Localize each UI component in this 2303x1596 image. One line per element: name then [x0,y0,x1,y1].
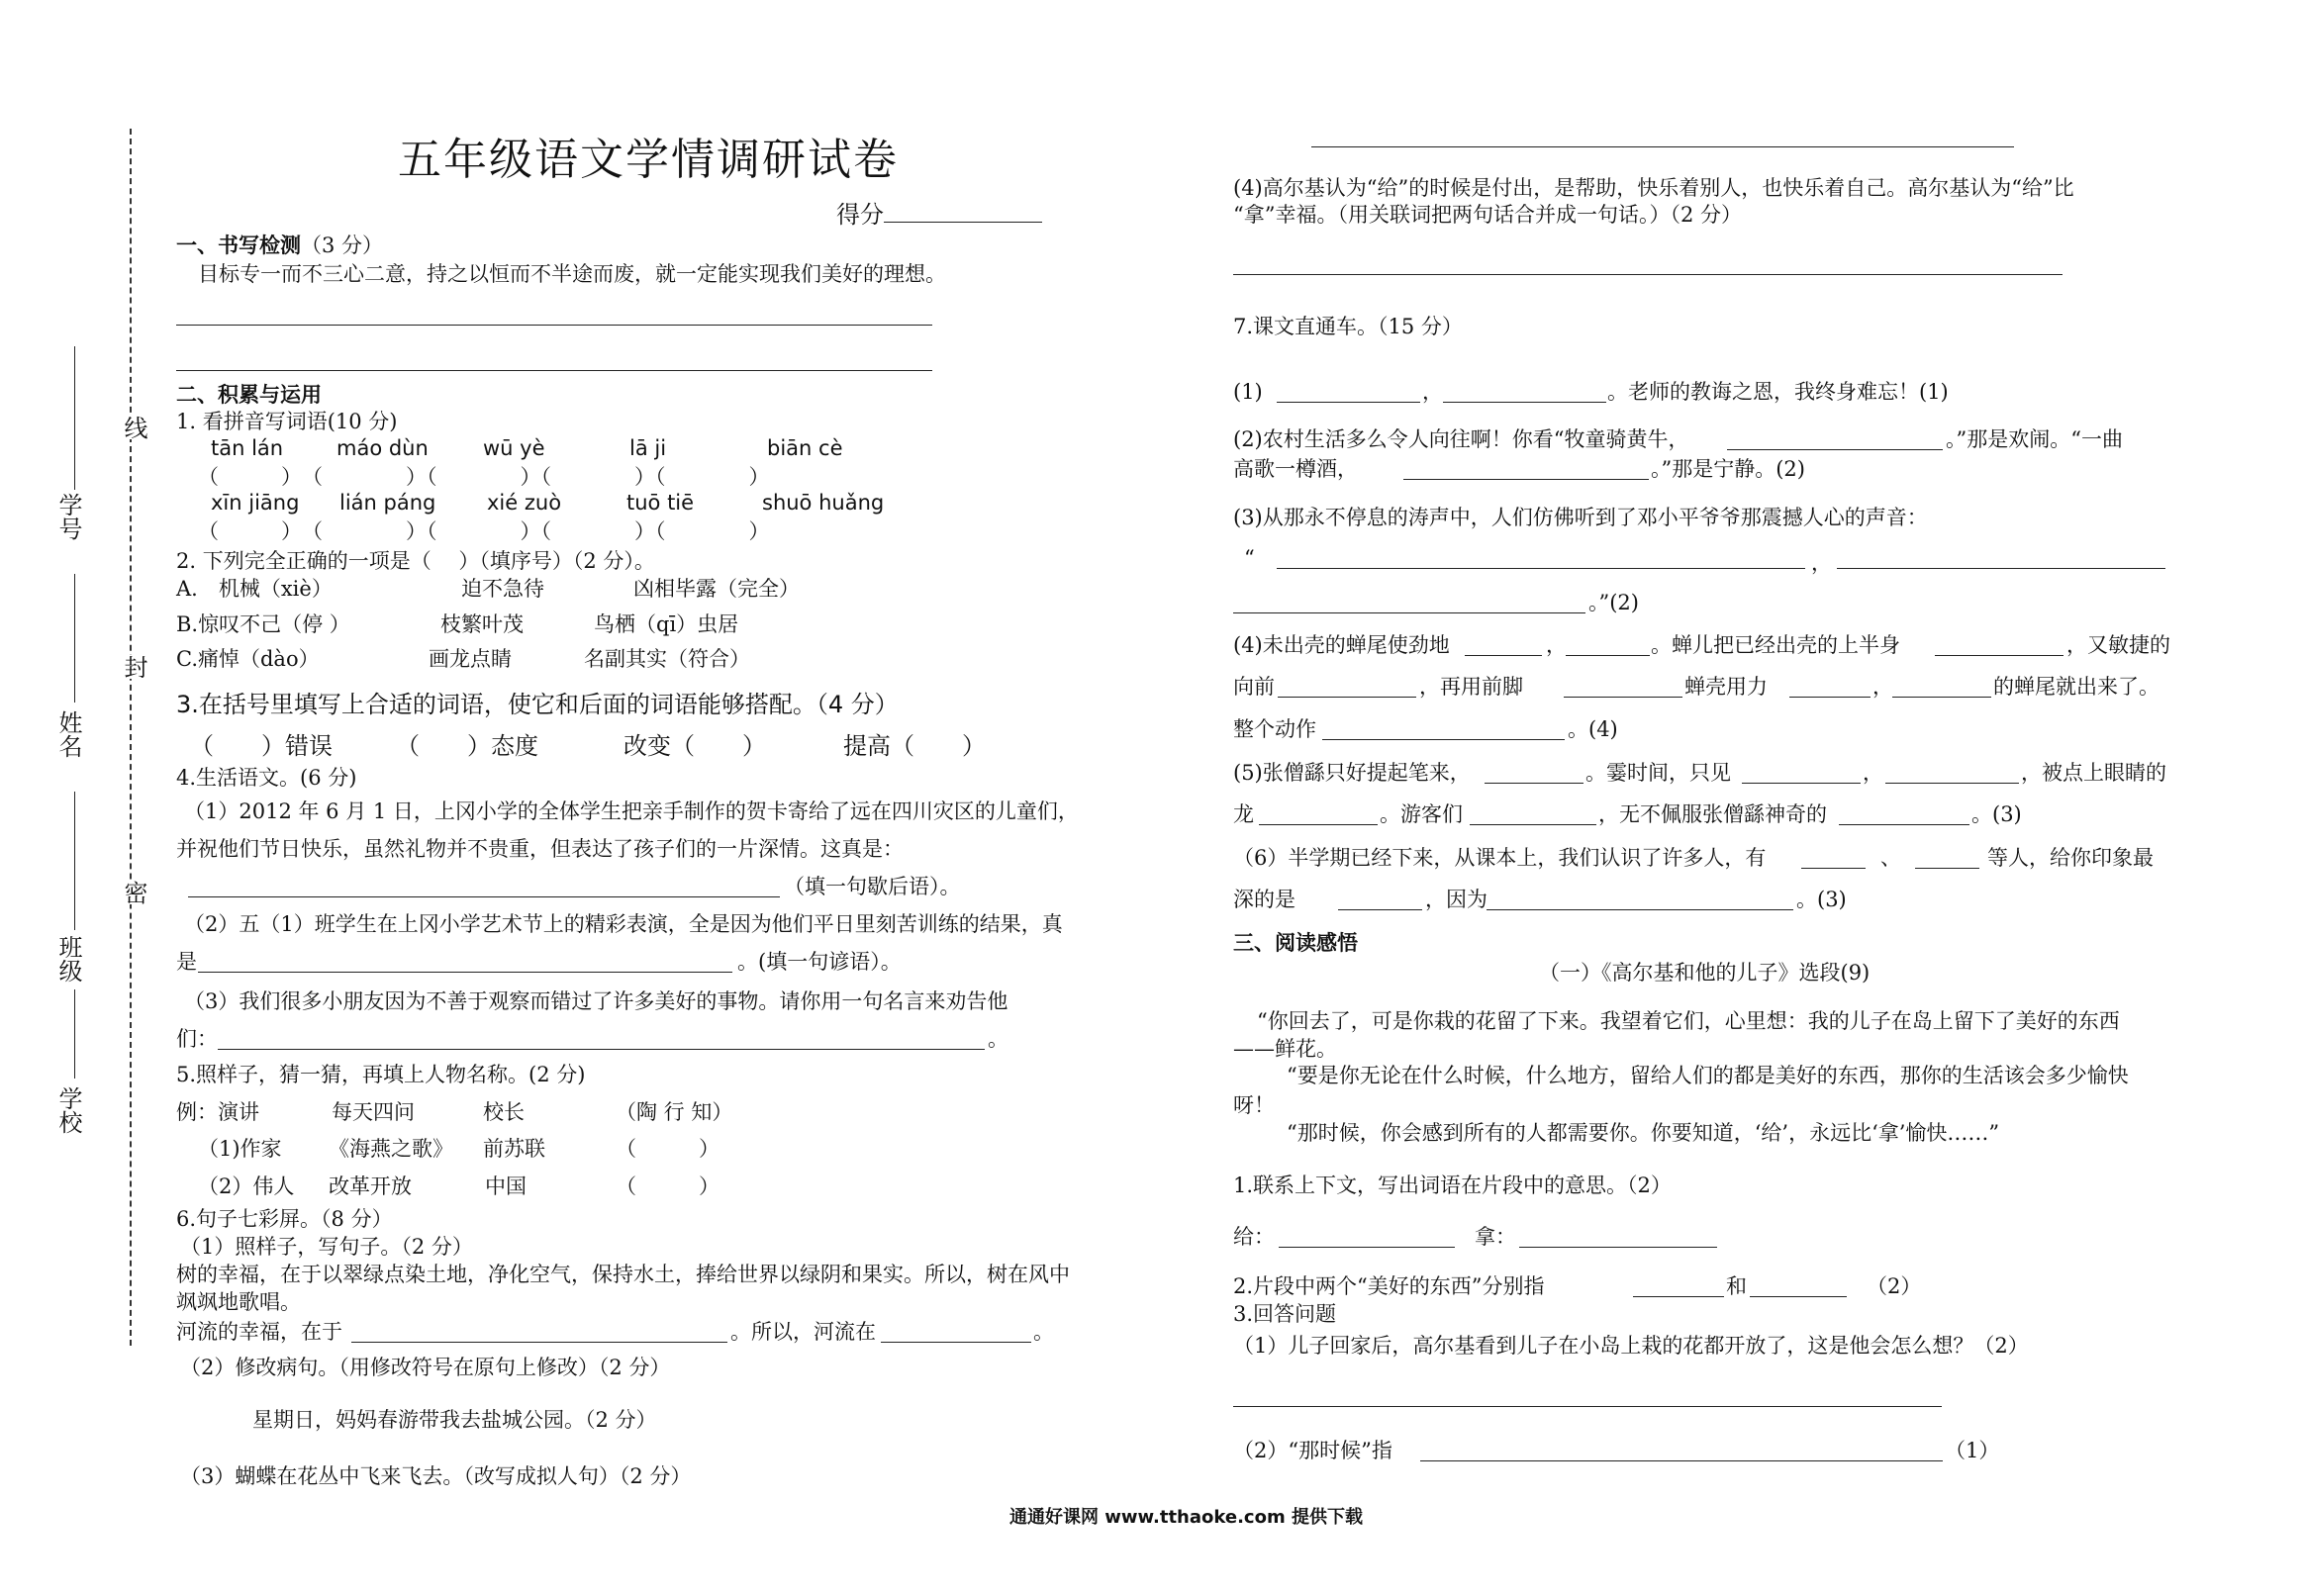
student-number-line[interactable] [74,346,75,490]
q7-l3a: (3)从那永不停息的涛声中，人们仿佛听到了邓小平爷爷那震撼人心的声音： [1233,506,1928,529]
q6-river-1: 河流的幸福，在于 [176,1320,342,1344]
q7-l6a: （6）半学期已经下来，从课本上，我们认识了许多人，有 [1233,846,1767,870]
q6-sub-4a: (4)高尔基认为“给”的时候是付出，是帮助，快乐着别人，也快乐着自己。高尔基认为“给”比 [1233,176,2074,200]
q7-l4-blank-5[interactable] [1564,697,1682,698]
q5-r3c2: 改革开放 [329,1174,412,1198]
reading-q2-and: 和 [1726,1274,1747,1298]
q6-example-1: 树的幸福，在于以翠绿点染土地，净化空气，保持水土，捧给世界以绿阴和果实。所以，树在风中 [176,1263,1070,1286]
class-label: 班级 [54,935,82,983]
reading-q3-2: （2）“那时候”指 [1233,1439,1392,1462]
q2-option-b-3: 鸟栖（qī）虫居 [594,612,739,636]
footer-download-note: 通通好课网 www.tthaoke.com 提供下载 [1009,1507,1363,1528]
q5-r3c3: 中国 [485,1174,527,1198]
q4-p1c: （填一句歇后语）。 [784,875,961,898]
q7-l3c: ， [1811,551,1832,575]
q4-answer-3[interactable] [218,1049,985,1050]
reading-q3-2-answer[interactable] [1420,1460,1943,1461]
q7-l6d: 深的是 [1233,888,1295,911]
q4-p2: （2）五（1）班学生在上冈小学艺术节上的精彩表演，全是因为他们平日里刻苦训练的结果，真 [184,912,1063,936]
reading-q3-1: （1）儿子回家后，高尔基看到儿子在小岛上栽的花都开放了，这是他会怎么想？（2） [1233,1334,2029,1358]
q4-p1: （1）2012 年 6 月 1 日，上冈小学的全体学生把亲手制作的贺卡寄给了远在四川灾区的儿童们， [184,799,1079,823]
passage-p2: “要是你无论在什么时候，什么地方，留给人们的都是美好的东西，那你的生活该会多少愉快 [1287,1064,2129,1087]
q6-4-answer-line[interactable] [1233,274,2063,275]
passage-title: （一）《高尔基和他的儿子》选段(9) [1539,961,1871,985]
q7-l4-blank-4[interactable] [1278,697,1416,698]
q3-item-3[interactable]: 改变（ ） [624,732,766,760]
q4-p2c: 。(填一句谚语）。 [737,950,902,974]
q2-option-c-2: 画龙点睛 [429,647,512,671]
q7-l2c: 高歌一樽酒， [1233,457,1358,481]
binding-label-xian: 线 [117,416,151,439]
q6-label: 6.句子七彩屏。（8 分） [176,1207,393,1231]
q7-l4j: 整个动作 [1233,717,1316,741]
q2-option-c: C.痛悼（dào） [176,647,320,671]
q7-l6-blank-4[interactable] [1487,909,1793,910]
q5-r2c3: 前苏联 [483,1137,545,1161]
q7-l5-blank-6[interactable] [1839,824,1969,825]
q5-r1c4: （陶 行 知） [616,1100,733,1124]
reading-q1-give-blank[interactable] [1279,1247,1455,1248]
reading-q2-points: （2） [1867,1274,1922,1298]
q6-sick-sentence: 星期日，妈妈春游带我去盐城公园。（2 分） [252,1408,657,1432]
reading-q3: 3.回答问题 [1233,1302,1337,1326]
q2-option-a: A. 机械（xiè） [176,577,333,601]
q7-l4g: 蝉壳用力 [1684,675,1768,699]
q7-l4k: 。(4) [1568,717,1618,741]
q7-l6-blank-1[interactable] [1801,868,1866,869]
q3-item-1[interactable]: （ ）错误 [190,732,333,760]
writing-line-2[interactable] [176,370,932,371]
pinyin-4: lā ji [629,436,667,460]
q7-l2-blank-2[interactable] [1403,479,1649,480]
q7-l5b: 。霎时间，只见 [1585,761,1731,785]
q7-l1b: ， [1422,380,1443,404]
q4-p2b: 是 [176,950,197,974]
q6-river-2: 。所以，河流在 [730,1320,876,1344]
student-number-label: 学号 [54,493,82,540]
pinyin-1: tān lán [211,436,284,460]
q7-l4-blank-6[interactable] [1789,697,1871,698]
passage-p3: “那时候，你会感到所有的人都需要你。你要知道，‘给’，永远比‘拿’愉快……” [1287,1121,2000,1145]
q5-r1c1: 例：演讲 [176,1100,259,1124]
q5-r2c1: （1)作家 [198,1137,282,1161]
q6-sub-2: （2）修改病句。（用修改符号在原句上修改）（2 分） [180,1356,671,1379]
q6-sub-4b: “拿”幸福。（用关联词把两句话合并成一句话。）（2 分） [1233,203,1743,227]
q7-l5h: 。(3) [1971,802,2022,826]
q7-label: 7.课文直通车。（15 分） [1233,315,1463,338]
q7-l4i: 的蝉尾就出来了。 [1993,675,2159,699]
q4-answer-2[interactable] [198,972,732,973]
q4-answer-1[interactable] [188,896,780,897]
q2-label: 2. 下列完全正确的一项是（ ）（填序号）（2 分）。 [176,549,655,573]
q3-item-4[interactable]: 提高（ ） [843,732,986,760]
reading-q3-1-answer[interactable] [1233,1406,1942,1407]
q4-label: 4.生活语文。(6 分) [176,766,357,790]
q4-p3c: 。 [988,1027,1008,1051]
q5-r2c2: 《海燕之歌》 [329,1137,453,1161]
q1-label: 1. 看拼音写词语(10 分) [176,410,398,433]
q2-option-a-3: 凶相毕露（完全） [633,577,800,601]
q7-l5c: ， [1863,761,1883,785]
q7-l3d: 。”(2) [1588,591,1639,614]
q7-l6c: 等人，给你印象最 [1987,846,2154,870]
q5-label: 5.照样子，猜一猜，再填上人物名称。(2 分) [176,1063,586,1086]
q7-l1-blank-1[interactable] [1277,402,1420,403]
q7-l4a: (4)未出壳的蝉尾使劲地 [1233,633,1450,657]
section-1-heading: 一、书写检测（3 分） [176,233,384,257]
q4-p3: （3）我们很多小朋友因为不善于观察而错过了许多美好的事物。请你用一句名言来劝告他 [184,989,1008,1013]
q7-l4-blank-3[interactable] [1935,655,2063,656]
student-name-line[interactable] [74,574,75,703]
q7-l2-blank-1[interactable] [1727,449,1943,450]
q5-r2c4[interactable]: （ ） [616,1137,720,1161]
pinyin-2: máo dùn [336,436,429,460]
q7-l5-blank-4[interactable] [1259,824,1378,825]
binding-dashed-line [130,129,132,1346]
pinyin-5: biān cè [767,436,843,460]
answer-box-row-2[interactable]: （ ） （ ）（ ）（ ）（ ） [198,519,770,543]
reading-q1-take: 拿： [1475,1225,1516,1249]
reading-q2-blank-2[interactable] [1750,1296,1847,1297]
page-title: 五年级语文学情调研试卷 [398,135,899,185]
q7-l6-blank-2[interactable] [1915,868,1979,869]
q7-l1-blank-2[interactable] [1443,402,1606,403]
q7-l3-blank-3[interactable] [1233,612,1585,613]
q3-item-2[interactable]: （ ）态度 [396,732,538,760]
q7-l1a: (1) [1233,380,1263,404]
writing-line-1[interactable] [176,325,932,326]
section-1-text: 目标专一而不三心二意，持之以恒而不半途而废，就一定能实现我们美好的理想。 [198,262,946,286]
q7-l4-blank-2[interactable] [1566,655,1650,656]
pinyin-3: wū yè [483,436,545,460]
q7-l4b: ， [1546,633,1567,657]
q6-river-blank-1[interactable] [351,1342,727,1343]
q7-l6b: 、 [1880,846,1901,870]
q5-r3c1: （2）伟人 [198,1174,295,1198]
pinyin-9: tuō tiē [626,491,695,515]
q7-l5e: 龙 [1233,802,1254,826]
q7-l5-blank-1[interactable] [1485,783,1583,784]
q7-l4d: ，又敏捷的 [2066,633,2170,657]
student-name-label: 姓名 [54,710,82,758]
pinyin-7: lián páng [339,491,436,515]
section-2-heading: 二、积累与运用 [176,382,322,407]
q7-l4-blank-1[interactable] [1465,655,1542,656]
q7-l5g: ，无不佩服张僧繇神奇的 [1598,802,1827,826]
reading-q1-give: 给： [1233,1225,1275,1249]
q7-l4-blank-8[interactable] [1322,739,1565,740]
passage-p1b: ——鲜花。 [1233,1037,1337,1061]
school-label: 学校 [54,1086,82,1134]
q7-l4f: ，再用前脚 [1419,675,1523,699]
score-blank[interactable] [884,204,1042,223]
q7-l2d: 。”那是宁静。(2) [1651,457,1805,481]
q2-option-a-2: 迫不急待 [461,577,544,601]
section-3-heading: 三、阅读感悟 [1233,930,1358,955]
q7-l6-blank-3[interactable] [1338,909,1422,910]
answer-box-row-1[interactable]: （ ） （ ）（ ）（ ）（ ） [198,465,770,489]
pinyin-8: xié zuò [487,491,562,515]
q7-l4-blank-7[interactable] [1892,697,1991,698]
q5-r1c3: 校长 [483,1100,525,1124]
q6-3-answer-line[interactable] [1311,146,2014,147]
reading-q2-blank-1[interactable] [1633,1296,1724,1297]
q2-option-b-2: 枝繁叶茂 [440,612,524,636]
q7-l4e: 向前 [1233,675,1275,699]
q2-option-b: B.惊叹不己（停 ） [176,612,350,636]
q4-p1b: 并祝他们节日快乐，虽然礼物并不贵重，但表达了孩子们的一片深情。这真是： [176,837,904,861]
reading-q3-2-points: （1） [1945,1439,2000,1462]
q7-l5f: 。游客们 [1380,802,1463,826]
q6-example-2: 飒飒地歌唱。 [176,1290,301,1314]
q3-label: 3.在括号里填写上合适的词语，使它和后面的词语能够搭配。（4 分） [176,691,899,718]
q5-r1c2: 每天四问 [332,1100,415,1124]
q7-l5-blank-3[interactable] [1885,783,2019,784]
class-line[interactable] [74,792,75,930]
pinyin-6: xīn jiāng [211,491,300,515]
q7-l3-blank-2[interactable] [1837,568,2165,569]
q7-l4h: ， [1872,675,1893,699]
passage-p2b: 呀！ [1233,1093,1275,1117]
q7-l3-blank-1[interactable] [1277,568,1805,569]
reading-q2: 2.片段中两个“美好的东西”分别指 [1233,1274,1545,1298]
q7-l3b: “ [1244,546,1255,570]
q7-l5d: ，被点上眼睛的 [2021,761,2166,785]
q6-river-3: 。 [1033,1320,1054,1344]
q4-p3b: 们： [176,1027,218,1051]
q6-sub-1: （1）照样子，写句子。（2 分） [180,1235,473,1259]
passage-p1: “你回去了，可是你栽的花留了下来。我望着它们，心里想：我的儿子在岛上留下了美好的东西 [1257,1009,2120,1033]
q7-l5-blank-2[interactable] [1742,783,1861,784]
q7-l5-blank-5[interactable] [1470,824,1596,825]
q6-river-blank-2[interactable] [881,1342,1031,1343]
q7-l1c: 。老师的教诲之恩，我终身难忘！(1) [1607,380,1949,404]
reading-q1: 1.联系上下文，写出词语在片段中的意思。（2） [1233,1174,1672,1197]
reading-q1-take-blank[interactable] [1519,1247,1717,1248]
binding-label-mi: 密 [117,881,151,904]
score-label: 得分 [836,203,1042,227]
q2-option-c-3: 名副其实（符合） [584,647,750,671]
q7-l5a: (5)张僧繇只好提起笔来， [1233,761,1471,785]
q7-l6e: ，因为 [1425,888,1487,911]
binding-label-feng: 封 [117,655,151,679]
q7-l4c: 。蝉儿把已经出壳的上半身 [1651,633,1900,657]
q6-sub-3: （3）蝴蝶在花丛中飞来飞去。（改写成拟人句）（2 分） [180,1464,692,1488]
pinyin-10: shuō huǎng [762,491,885,515]
q7-l2b: 。”那是欢闹。“一曲 [1946,427,2123,451]
q7-l6f: 。(3) [1796,888,1847,911]
school-line[interactable] [74,989,75,1079]
q5-r3c4[interactable]: （ ） [616,1174,720,1198]
q7-l2a: (2)农村生活多么令人向往啊！你看“牧童骑黄牛， [1233,427,1689,451]
